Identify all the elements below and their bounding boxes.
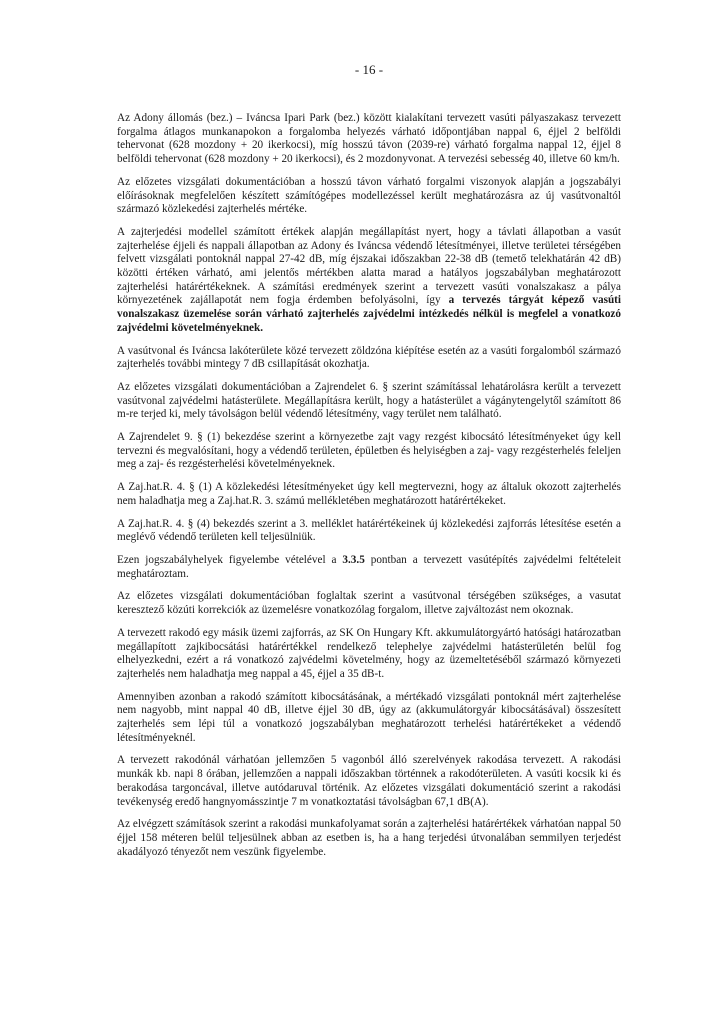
text-run: pontban a tervezett vasútépítés zajvédelmi feltételeit meghatároztam. (117, 553, 621, 580)
text-run: A zajterjedési modellel számított értékek alapján megállapítást nyert, hogy a távlati állapotban a vasút zajterhelése éjjeli és nappali állapotban az Adony és Iváncsa védendő létesítményei, illetve területei térségében felvett vizsgálati pontoknál nappal 27-42 dB, míg éjszakai időszakban 22-38 dB (temető telekhatárán 42 dB) közötti értéken várható, ami jelentős mértékben alatta marad a hatályos jogszabályban meghatározott zajterhelési határértékeknek. A számítási eredmények szerint a tervezett vasúti vonalszakasz a pálya környezetének zajállapotát nem fogja érdemben befolyásolni, így (117, 225, 621, 307)
text-run: Amennyiben azonban a rakodó számított kibocsátásának, a mértékadó vizsgálati pontoknál mért zajterhelése nem nagyobb, mint nappal 40 dB, illetve éjjel 30 dB, úgy az (akkumulátorgyár kibocsátásával) összesített zajterhelés sem lépi túl a vonatkozó jogszabályban meghatározott terhelési határértékeket a védendő létesítményeknél. (117, 690, 621, 744)
text-run: Az előzetes vizsgálati dokumentációban foglaltak szerint a vasútvonal térségében szükséges, a vasutat keresztező közúti korrekciók az üzemelésre vonatkozólag forgalom, illetve zajváltozást nem okoznak. (117, 590, 621, 617)
paragraph (117, 554, 621, 581)
text-run: A Zajrendelet 9. § (1) bekezdése szerint a környezetbe zajt vagy rezgést kibocsátó létesítményeket úgy kell tervezni és megvalósítani, hogy a védendő területen, épületben és helyiségben a zaj- vagy rezgésterhelés feleljen meg a zaj- és rezgésterhelési követelményeknek. (117, 431, 621, 471)
paragraph (117, 112, 621, 167)
bold-text-run: 3.3.5 (342, 553, 365, 566)
text-run: A Zaj.hat.R. 4. § (4) bekezdés szerint a 3. melléklet határértékeinek új közlekedési zajforrás létesítése esetén a meglévő védendő területen kell teljesülniük. (117, 517, 621, 544)
paragraph (117, 691, 621, 746)
text-run: A tervezett rakodó egy másik üzemi zajforrás, az SK On Hungary Kft. akkumulátorgyártó hatósági határozatban megállapított zajkibocsátási határértékkel rendelkező telephelye zajvédelmi hatásterületén belül fog elhelyezkedni, ezért a rá vonatkozó zajvédelmi követelmény, hogy az üzemeltetéséből származó környezeti zajterhelés nem haladhatja meg nappal a 45, éjjel a 35 dB-t. (117, 626, 621, 680)
text-run: Az Adony állomás (bez.) – Iváncsa Ipari Park (bez.) között kialakítani tervezett vasúti pályaszakasz tervezett forgalma átlagos munkanapokon a forgalomba helyezés várható időpontjában nappal 6, éjjel 2 belföldi tehervonat (628 mozdony + 20 ikerkocsi), míg hosszú távon (2039-re) várható forgalma nappal 12, éjjel 8 belföldi tehervonat (628 mozdony + 20 ikerkocsi), és 2 mozdonyvonat. A tervezési sebesség 40, illetve 60 km/h. (117, 112, 621, 166)
body-text (117, 112, 621, 859)
text-run: A vasútvonal és Iváncsa lakóterülete közé tervezett zöldzóna kiépítése esetén az a vasúti forgalomból származó zajterhelés további mintegy 7 dB csillapítását okozhatja. (117, 344, 621, 371)
paragraph (117, 176, 621, 217)
text-run: A tervezett rakodónál várhatóan jellemzően 5 vagonból álló szerelvények rakodása tervezett. A rakodási munkák kb. napi 8 órában, jellemzően a nappali időszakban történnek a rakodóterületen. A vasúti kocsik ki és berakodása targoncával, illetve autódaruval történik. Az előzetes vizsgálati dokumentáció szerint a rakodási tevékenység eredő hangnyomásszintje 7 m vonatkoztatási távolságban 67,1 dB(A). (117, 754, 621, 808)
paragraph (117, 481, 621, 508)
paragraph (117, 590, 621, 617)
text-run: A Zaj.hat.R. 4. § (1) A közlekedési létesítményeket úgy kell megtervezni, hogy az általuk okozott zajterhelés nem haladhatja meg a Zaj.hat.R. 3. számú mellékletében meghatározott határértékeket. (117, 481, 621, 507)
text-run: Az előzetes vizsgálati dokumentációban a Zajrendelet 6. § szerint számítással lehatárolásra került a tervezett vasútvonal zajvédelmi hatásterülete. Megállapításra került, hogy a hatásterület a vágánytengelytől számított 86 m-re terjed ki, mely távolságon belül védendő létesítmény, vagy terület nem található. (117, 380, 621, 421)
paragraph (117, 381, 621, 422)
text-run: Ezen jogszabályhelyek figyelembe vételével a (117, 553, 343, 566)
paragraph (117, 345, 621, 372)
paragraph (117, 627, 621, 682)
paragraph (117, 431, 621, 472)
bold-text-run: a tervezés tárgyát képező vasúti vonalszakasz üzemelése során várható zajterhelés zajvédelmi intézkedés nélkül is megfelel a vonatkozó zajvédelmi követelményeknek. (117, 294, 621, 334)
page-number: - 16 - (354, 62, 384, 77)
paragraph (117, 226, 621, 336)
paragraph (117, 518, 621, 545)
paragraph (117, 754, 621, 809)
paragraph (117, 818, 621, 859)
text-run: Az elvégzett számítások szerint a rakodási munkafolyamat során a zajterhelési határértékek várhatóan nappal 50 éjjel 158 méteren belül teljesülnek abban az esetben is, ha a hang terjedési útvonalában semmilyen terjedést akadályozó tényezőt nem veszünk figyelembe. (117, 818, 621, 858)
text-run: Az előzetes vizsgálati dokumentációban a hosszú távon várható forgalmi viszonyok alapján a jogszabályi előírásoknak megfelelően készített számítógépes modellezéssel került meghatározásra az új vasútvonaltól származó közlekedési zajterhelés mértéke. (117, 175, 621, 216)
